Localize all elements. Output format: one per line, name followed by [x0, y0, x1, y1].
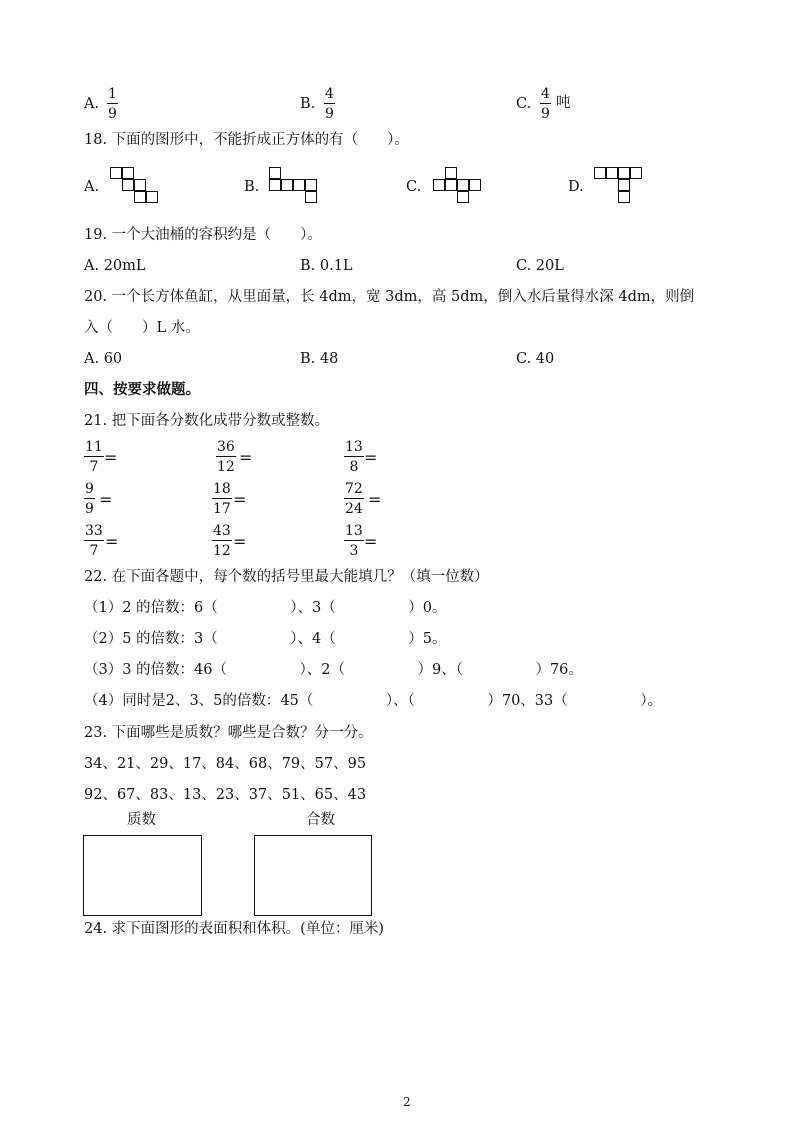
- q17-option-c-fraction: [540, 87, 551, 121]
- net-square: [594, 167, 606, 179]
- net-square: [305, 191, 317, 203]
- net-square: [445, 179, 457, 191]
- net-square: [469, 179, 481, 191]
- q21-fraction-2: [216, 440, 236, 474]
- q23-question: 23. 下面哪些是质数？哪些是合数？分一分。: [84, 725, 373, 741]
- net-square: [293, 179, 305, 191]
- net-square: [269, 167, 281, 179]
- q23-number-list-2: 92、67、83、13、23、37、51、65、43: [84, 787, 367, 803]
- q17-option-c-label: C.: [516, 96, 532, 112]
- net-square: [281, 179, 293, 191]
- q18-option-b-label: B.: [244, 179, 260, 195]
- q21-fraction-5: [212, 482, 232, 516]
- fraction-denominator: 9: [325, 106, 334, 122]
- net-square: [457, 191, 469, 203]
- equals-sign: =: [233, 490, 247, 509]
- fraction-denominator: 7: [89, 543, 99, 559]
- equals-sign: =: [104, 448, 118, 467]
- q20-question-line2: 入（ ）L 水。: [84, 320, 200, 336]
- fraction-denominator: 17: [213, 501, 231, 517]
- q19-option-a: A. 20mL: [84, 258, 146, 274]
- fraction-denominator: 24: [345, 501, 363, 517]
- q24-question: 24. 求下面图形的表面积和体积。(单位：厘米): [84, 921, 384, 937]
- fraction-numerator: 4: [541, 86, 550, 102]
- q22-item-3: （3）3 的倍数：46（ ）、2（ ）9、（ ）76。: [84, 662, 583, 678]
- fraction-numerator: 33: [85, 523, 103, 539]
- net-square: [134, 191, 146, 203]
- q20-option-a: A. 60: [84, 351, 123, 367]
- net-square: [618, 179, 630, 191]
- q20-option-b: B. 48: [300, 351, 339, 367]
- q23-number-list-1: 34、21、29、17、84、68、79、57、95: [84, 756, 367, 772]
- net-square: [457, 179, 469, 191]
- q19-option-b: B. 0.1L: [300, 258, 353, 274]
- q18-option-a-label: A.: [84, 179, 100, 195]
- net-square: [110, 167, 122, 179]
- q17-option-c-unit: 吨: [556, 95, 571, 111]
- q18-option-d-label: D.: [568, 179, 584, 195]
- net-square: [269, 179, 281, 191]
- fraction-numerator: 13: [345, 523, 363, 539]
- q20-question-line1: 20. 一个长方体鱼缸，从里面量，长 4dm，宽 3dm，高 5dm，倒入水后量得水深 4dm，则倒: [84, 289, 695, 305]
- q21-question: 21. 把下面各分数化成带分数或整数。: [84, 413, 330, 429]
- fraction-denominator: 9: [85, 501, 94, 517]
- q21-fraction-4: [84, 482, 95, 516]
- fraction-denominator: 12: [213, 543, 231, 559]
- q17-option-b-label: B.: [300, 96, 316, 112]
- q17-option-a-fraction: [107, 87, 118, 121]
- fraction-denominator: 3: [349, 543, 359, 559]
- net-square: [618, 191, 630, 203]
- prime-box-label: 质数: [127, 812, 156, 828]
- fraction-numerator: 72: [345, 481, 363, 497]
- q21-fraction-3: [344, 440, 364, 474]
- q17-option-b-fraction: [324, 87, 335, 121]
- q22-item-1: （1）2 的倍数：6（ ）、3（ ）0。: [84, 600, 447, 616]
- q21-fraction-9: [344, 524, 364, 558]
- net-square: [122, 167, 134, 179]
- fraction-numerator: 11: [85, 439, 103, 455]
- q19-option-c: C. 20L: [516, 258, 564, 274]
- net-square: [305, 179, 317, 191]
- net-square: [122, 179, 134, 191]
- net-square: [134, 179, 146, 191]
- section-title: 四、按要求做题。: [84, 382, 200, 398]
- q18-option-c-label: C.: [406, 179, 422, 195]
- q17-option-a-label: A.: [84, 96, 100, 112]
- fraction-numerator: 13: [345, 439, 363, 455]
- q21-fraction-1: [84, 440, 104, 474]
- q20-option-c: C. 40: [516, 351, 555, 367]
- net-square: [630, 167, 642, 179]
- net-square: [606, 167, 618, 179]
- q18-question: 18. 下面的图形中，不能折成正方体的有（ ）。: [84, 132, 409, 148]
- fraction-denominator: 8: [349, 459, 359, 475]
- fraction-denominator: 9: [541, 106, 550, 122]
- fraction-numerator: 43: [213, 523, 231, 539]
- equals-sign: =: [364, 532, 378, 551]
- q19-question: 19. 一个大油桶的容积约是（ ）。: [84, 227, 322, 243]
- equals-sign: =: [239, 448, 253, 467]
- composite-answer-box: [254, 835, 372, 916]
- q21-fraction-8: [212, 524, 232, 558]
- q22-item-4: （4）同时是2、3、5的倍数：45（ ）、（ ）70、33（ ）。: [84, 693, 663, 709]
- fraction-denominator: 9: [108, 106, 117, 122]
- equals-sign: =: [368, 490, 382, 509]
- q21-fraction-7: [84, 524, 104, 558]
- fraction-numerator: 18: [213, 481, 231, 497]
- fraction-denominator: 7: [89, 459, 99, 475]
- prime-answer-box: [83, 835, 202, 916]
- fraction-numerator: 9: [85, 481, 94, 497]
- net-square: [146, 191, 158, 203]
- net-square: [618, 167, 630, 179]
- composite-box-label: 合数: [306, 812, 335, 828]
- equals-sign: =: [233, 532, 247, 551]
- q22-item-2: （2）5 的倍数：3（ ）、4（ ）5。: [84, 631, 447, 647]
- net-square: [445, 167, 457, 179]
- equals-sign: =: [99, 490, 113, 509]
- fraction-denominator: 12: [217, 459, 235, 475]
- equals-sign: =: [105, 532, 119, 551]
- q21-fraction-6: [344, 482, 364, 516]
- equals-sign: =: [364, 448, 378, 467]
- fraction-numerator: 4: [325, 86, 334, 102]
- fraction-numerator: 1: [108, 86, 117, 102]
- page-number: 2: [403, 1095, 411, 1109]
- net-square: [433, 179, 445, 191]
- q22-question: 22. 在下面各题中，每个数的括号里最大能填几？（填一位数）: [84, 569, 489, 585]
- fraction-numerator: 36: [217, 439, 235, 455]
